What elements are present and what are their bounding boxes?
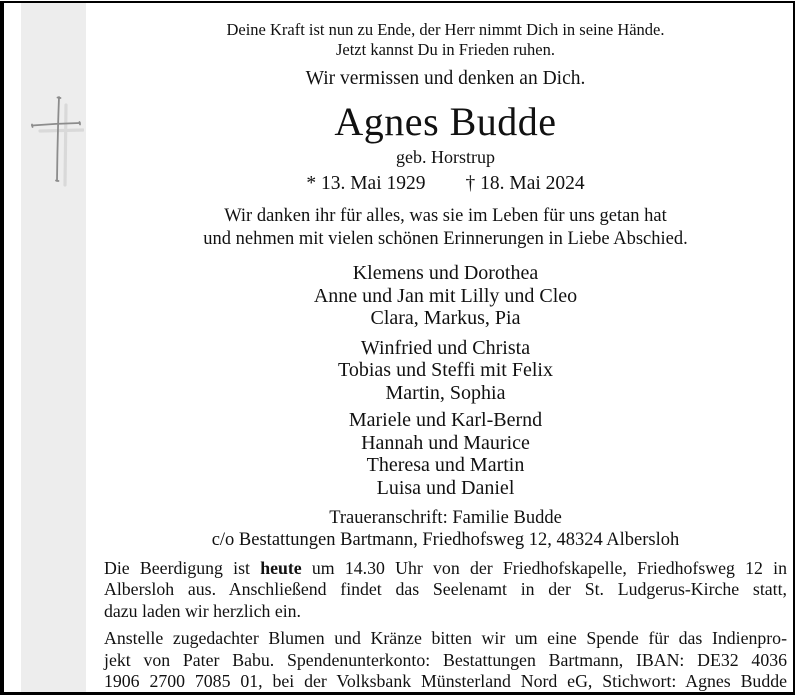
mourner-line: Clara, Markus, Pia [370,307,521,329]
donation-line: jekt von Pater Babu. Spendenunterkonto: Bestattungen Bartmann, IBAN: DE32 4036 [104,649,787,670]
thanks-block [104,205,787,250]
mourner-line: Tobias und Steffi mit Felix [338,359,553,381]
funeral-line: Albersloh aus. Anschließend findet das Seelenamt in der St. Ludgerus-Kirche statt, [104,579,787,600]
donation-line: Anstelle zugedachter Blumen und Kränze bitten wir um eine Spende für das Indienpro- [104,628,787,649]
funeral-line: dazu laden wir herzlich ein. [104,600,301,621]
life-dates [104,172,787,195]
cross-icon [26,89,84,187]
birth-date: * 13. Mai 1929 [306,173,426,194]
thanks-line: und nehmen mit vielen schönen Erinnerungen in Liebe Abschied. [203,228,688,249]
mourner-line: Hannah und Maurice [361,431,530,454]
maiden-name: geb. Horstrup [396,147,495,167]
death-notice-card [0,1,795,695]
mourner-line: Winfried und Christa [360,336,531,359]
mourning-address [104,508,787,551]
mourner-line: Luisa und Daniel [376,476,515,499]
funeral-text: Die Beerdigung ist [104,558,261,578]
verse-line: Deine Kraft ist nun zu Ende, der Herr nimmt Dich in seine Hände. [226,20,665,39]
funeral-text: um 14.30 Uhr von der Friedhofskapelle, Friedhofsweg 12 in [301,558,787,578]
deceased-name: Agnes Budde [334,99,557,144]
opening-verse [104,20,787,60]
address-line: Traueranschrift: Familie Budde [329,508,562,528]
mourner-line: Anne und Jan mit Lilly und Cleo [313,284,578,307]
funeral-line [104,558,787,579]
mourner-group-3 [104,409,787,499]
notice-content [104,3,787,692]
mourner-line: Theresa und Martin [366,454,525,476]
mourner-group-2 [104,337,787,405]
mourner-line: Martin, Sophia [385,381,506,404]
mourner-line: Mariele und Karl-Bernd [348,409,543,431]
mourner-line: Klemens und Dorothea [352,262,539,284]
funeral-info-paragraph [104,558,787,622]
mourner-group-1 [104,262,787,330]
death-date: † 18. Mai 2024 [465,173,585,194]
funeral-today-emphasis: heute [260,558,302,578]
donation-line: 1906 2700 7085 01, bei der Volksbank Münsterland Nord eG, Stichwort: Agnes Budde [104,671,787,692]
thanks-line: Wir danken ihr für alles, was sie im Leben für uns getan hat [224,206,667,226]
remembrance-line: Wir vermissen und denken an Dich. [305,68,586,89]
donation-info-paragraph [104,628,787,692]
address-line: c/o Bestattungen Bartmann, Friedhofsweg 12, 48324 Albersloh [211,529,680,550]
verse-line: Jetzt kannst Du in Frieden ruhen. [335,40,556,59]
